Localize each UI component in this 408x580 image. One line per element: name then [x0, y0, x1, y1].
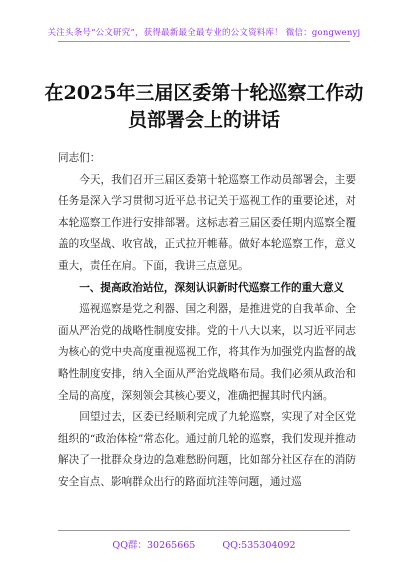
qq-text: QQ:535304092	[222, 540, 296, 551]
document-title	[40, 80, 368, 134]
footer-contact	[0, 537, 408, 551]
title-line-1: 在2025年三届区委第十轮巡察工作动	[44, 82, 364, 104]
paragraph-intro: 今天，我们召开三届区委第十轮巡察工作动员部署会，主要任务是深入学习贯彻习近平总书记关于巡视工作的重要论述，对本轮巡察工作进行安排部署。这标志着三届区委任期内巡察全覆盖的攻坚战、收官战，正式拉开帷幕。做好本轮巡察工作，意义重大，责任在肩。下面，我讲三点意见。	[58, 173, 356, 272]
paragraph-review: 回望过去，区委已经顺利完成了九轮巡察，实现了对全区党组织的“政治体检”常态化。通过前几轮的巡察，我们发现并推动解决了一批群众身边的急难愁盼问题，比如部分社区存在的消防安全盲点、影响群众出行的路面坑洼等问题，通过巡	[58, 411, 356, 488]
paragraph-significance: 巡视巡察是党之利器、国之利器，是推进党的自我革命、全面从严治党的战略性制度安排。党的十八大以来，以习近平同志为核心的党中央高度重视巡视工作，将其作为加强党内监督的战略性制度安排，纳入全面从严治党战略布局。我们必须从政治和全局的高度，深刻领会其核心要义，准确把握其时代内涵。	[58, 303, 356, 402]
header-divider	[58, 41, 350, 42]
footer-divider	[58, 530, 350, 531]
document-body	[58, 148, 356, 494]
section-heading-1: 一、提高政治站位，深刻认识新时代巡察工作的重大意义	[79, 281, 345, 294]
qq-group-text: QQ群：30265665	[112, 540, 196, 551]
salutation: 同志们：	[58, 152, 101, 164]
header-promo: 关注头条号“公文研究”，获得最新最全最专业的公文资料库！ 微信：gongwenyj	[47, 28, 361, 38]
title-line-2: 员部署会上的讲话	[127, 109, 280, 131]
